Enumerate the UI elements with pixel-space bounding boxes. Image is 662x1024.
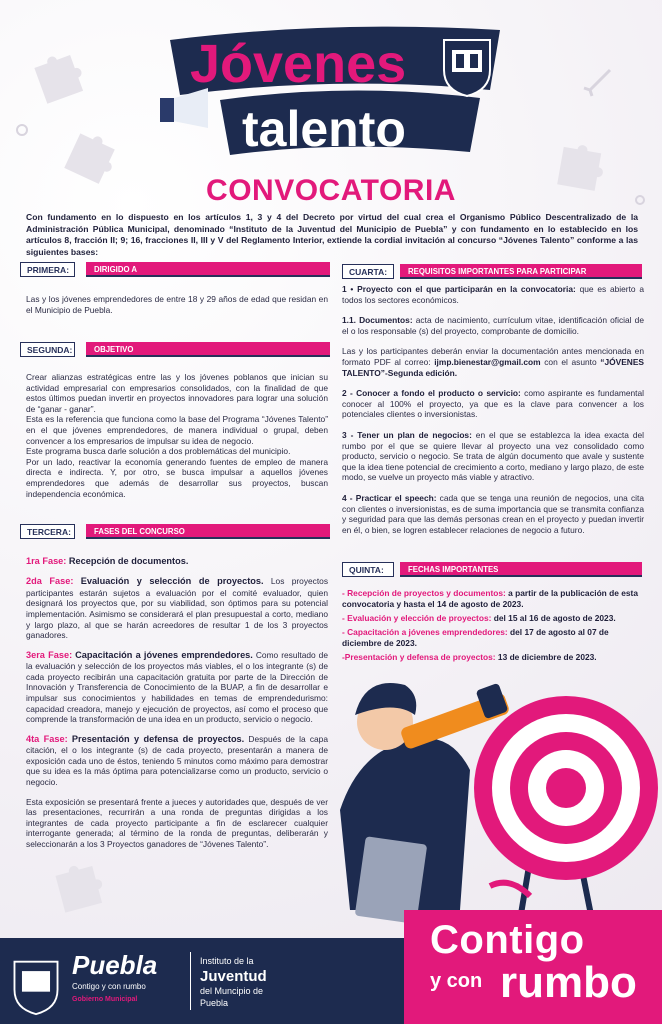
institute-line-4: Puebla [200,998,229,1008]
section-primera-header [20,262,330,277]
institute-line-3: del Muncipio de [200,986,264,996]
tercera-text [26,556,328,850]
slogan-line-1: Contigo [430,918,585,962]
section-segunda-header [20,342,330,357]
quinta-dates [342,588,642,663]
tercera-closing: Esta exposición se presentará frente a jueces y autoridades que, después de ver las presentaciones, recurrirán a una ronda de preguntas dirigidas a los integrantes de cada proyecto participante a fin de esclarecer cualquier interrogante generada; al término de la ronda de preguntas, deliberarán y seleccionarán a los 3 Proyectos ganadores de “Jóvenes Talento”. [26,796,328,849]
section-tag: QUINTA: [342,562,394,577]
section-tag: CUARTA: [342,264,394,279]
section-heading: REQUISITOS IMPORTANTES PARA PARTICIPAR [400,264,642,279]
requirement-3: 3 - Tener un plan de negocios: en el que se establezca la idea exacta del rumbo por el que se quiere llevar al proyecto una vez consolidado como producto, servicio o negocio. Se trata de algún documento que avale y sustente que la idea tiene potencial de crecimiento a corto, mediano y largo plazo, de este modo, se vuelve un proyecto más viable y atractivo. [342,429,644,483]
puebla-subtitle: Contigo y con rumbo [72,982,146,991]
requirement-4: 4 - Practicar el speech: cada que se tenga una reunión de negocios, una cita con clientes o inversionistas, es de suma importancia que se transmita confianza y seguridad para que las demás personas crean en el proyecto y puedan invertir en él, o bien, se logren establecer relaciones de negocio a futuro. [342,492,644,535]
pdf-instructions: Las y los participantes deberán enviar la documentación antes mencionada en formato PDF al correo: ijmp.bienestar@gmail.com con el asunto “JÓVENES TALENTO”-Segunda edición. [342,346,645,378]
section-tag: SEGUNDA: [20,342,75,357]
date-4: -Presentación y defensa de proyectos: 13 de diciembre de 2023. [342,652,597,662]
section-tercera-header [20,524,330,539]
email-link[interactable]: ijmp.bienestar@gmail.com [434,356,541,367]
segunda-text [26,372,328,499]
date-3: - Capacitación a jóvenes emprendedores: del 17 de agosto al 07 de diciembre de 2023. [342,627,609,648]
section-heading: FECHAS IMPORTANTES [400,562,642,577]
intro-paragraph: Con fundamento en lo dispuesto en los artículos 1, 3 y 4 del Decreto por virtud del cual crea el Organismo Público Descentralizado de la Administración Pública Municipal, denominado “Instituto de la Juventud del Municipio de Puebla” y con fundamento en lo establecido en los artículos 8, fracción II; 9; 16, fracciones II, III y V del Reglamento Interior, extiende la cordial invitación al concurso “Jóvenes Talento” conforme a las siguientes bases: [26,212,638,257]
section-heading: FASES DEL CONCURSO [86,524,330,539]
phase-4: 4ta Fase: Presentación y defensa de proyectos. Después de la capa citación, el o los integrante (s) de cada proyecto, presentarán a manera de exposición cada uno de éstos, teniendo 5 minutos como máximo para demostrar que su idea es la más óptima para potencializarse como un producto, servicio o negocio. [26,733,328,787]
segunda-p1: Crear alianzas estratégicas entre las y los jóvenes poblanos que inician su actividad empresarial con empresarios consolidados, con la finalidad de que estos últimos puedan invertir en proyectos innovadores para lograr una solución de “ganar - ganar”. [26,372,328,414]
logo-line-2: talento [242,101,406,157]
footer-divider [190,952,191,1010]
date-2: - Evaluación y elección de proyectos: del 15 al 16 de agosto de 2023. [342,613,616,623]
page-title: CONVOCATORIA [206,174,456,207]
puebla-wordmark: Puebla [72,950,158,980]
requirement-1-1: 1.1. Documentos: acta de nacimiento, currículum vitae, identificación oficial de el o los responsable (s) del proyecto, comprobante de domicilio. [342,315,644,336]
date-1: - Recepción de proyectos y documentos: a partir de la publicación de esta convocatoria y hasta el 14 de agosto de 2023. [342,588,638,609]
section-tag: PRIMERA: [20,262,75,277]
segunda-p4: Por un lado, reactivar la economía generando fuentes de empleo de manera directa e indirecta. Y, por otro, se busca impulsar a aquellos jóvenes emprendedores que además de desarrollar sus proyectos, buscan independencia económica. [26,456,328,499]
institute-line-1: Instituto de la [200,956,254,966]
section-quinta-header [342,562,642,577]
section-tag: TERCERA: [20,524,75,539]
slogan-line-3: rumbo [500,958,637,1007]
section-heading: OBJETIVO [86,342,330,357]
cuarta-text [342,284,644,535]
slogan-line-2: y con [430,970,483,992]
logo-line-1: Jóvenes [190,34,407,94]
puebla-footer-shield-icon [10,958,62,1016]
phase-1: 1ra Fase: Recepción de documentos. [26,556,189,566]
segunda-p2: Esta es la referencia que funciona como la base del Programa “Jóvenes Talento” en el que jóvenes emprendedores, de manera individual o grupal, deben convencer a los empresarios de impulsar su idea de negocio. [26,414,328,446]
puebla-shield-icon [440,36,494,98]
requirement-2: 2 - Conocer a fondo el producto o servicio: como aspirante es fundamental conocer al 100% el proyecto, ya que es la clave para convencer a los potenciales clientes o inversionistas. [342,388,644,420]
institute-line-2: Juventud [200,968,267,985]
segunda-p3: Este programa busca darle solución a dos problemáticas del municipio. [26,446,291,457]
puebla-government: Gobierno Municipal [72,996,138,1003]
requirement-1: 1 • Proyecto con el que participarán en la convocatoria: que es abierto a todos los sectores económicos. [342,284,644,305]
target-telescope-illustration [330,660,662,930]
phase-2: 2da Fase: Evaluación y selección de proyectos. Los proyectos participantes estarán sujetos a evaluación por el comité evaluador, quien designará los proyectos que, por su viabilidad, son óptimos para su potencial implementación. Asimismo se considerará el plan presupuestal a corto, mediano y largo plazo, al que se harán acreedores de resultar 1 de los 3 proyectos ganadores. [26,576,329,641]
section-cuarta-header [342,264,642,279]
section-heading: DIRIGIDO A [86,262,330,277]
phase-3: 3era Fase: Capacitación a jóvenes emprendedores. Como resultado de la evaluación y selección de los proyectos más viables, el o los integrante (s) de cada proyecto recibirán una capacitación gratuita por parte de la Dirección de Innovación y Transferencia de Conocimiento de la BUAP, a fin de desarrollar e impulsar sus conocimientos y habilidades en temas de emprendedurismo: capacidad creadora, manejo y ejecución de proyectos, así como el proceso que comprende la transformación de una idea en un producto, servicio o negocio. [26,649,329,725]
primera-text: Las y los jóvenes emprendedores de entre 18 y 29 años de edad que residan en el Municipio de Puebla. [26,294,328,315]
